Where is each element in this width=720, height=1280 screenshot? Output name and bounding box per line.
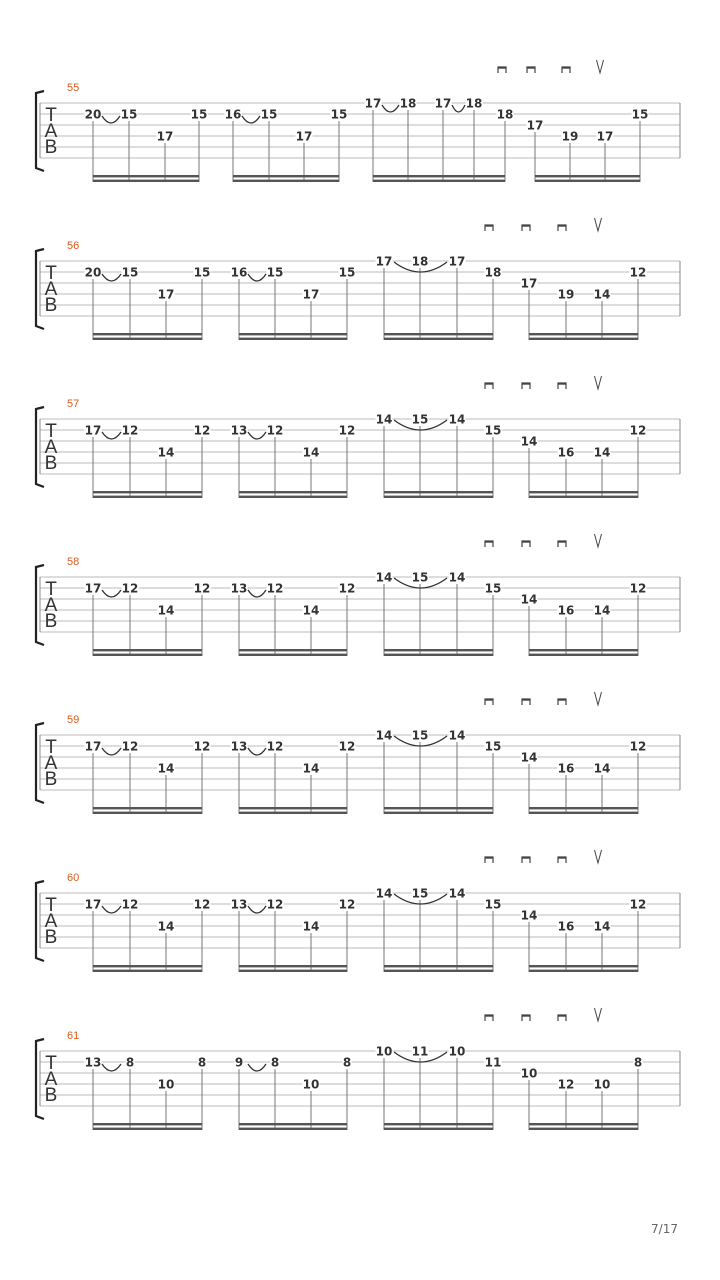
- fret-number: 12: [266, 423, 284, 438]
- fret-number: 10: [375, 1044, 393, 1059]
- slur: [248, 906, 266, 913]
- fret-number: 17: [157, 287, 175, 302]
- beam: [529, 654, 638, 656]
- fret-number: 15: [330, 107, 348, 122]
- beam: [239, 1128, 347, 1130]
- downstroke-icon-bar: [485, 1015, 493, 1017]
- fret-number: 15: [411, 412, 429, 427]
- beam: [384, 1128, 493, 1130]
- beam: [384, 333, 493, 335]
- measure-number: 55: [67, 82, 80, 94]
- fret-number: 14: [520, 750, 538, 765]
- fret-number: 14: [375, 570, 393, 585]
- downstroke-icon-bar: [498, 67, 506, 69]
- beam: [529, 1123, 638, 1125]
- fret-number: 12: [121, 739, 139, 754]
- downstroke-icon-bar: [485, 541, 493, 543]
- beam: [239, 338, 347, 340]
- page-number: 7/17: [651, 1222, 678, 1236]
- beam: [373, 180, 505, 182]
- beam: [93, 338, 202, 340]
- tab-clef-letter: B: [44, 1085, 58, 1106]
- fret-number: 8: [633, 1055, 643, 1070]
- fret-number: 15: [266, 265, 284, 280]
- beam: [529, 491, 638, 493]
- fret-number: 14: [520, 434, 538, 449]
- downstroke-icon-bar: [522, 699, 530, 701]
- slur: [382, 105, 399, 112]
- tab-clef-letter: A: [44, 121, 58, 142]
- fret-number: 14: [157, 761, 175, 776]
- fret-number: 14: [448, 886, 466, 901]
- system-58: [36, 534, 680, 656]
- beam: [239, 491, 347, 493]
- beam: [529, 338, 638, 340]
- measure-number: 60: [67, 872, 80, 884]
- upstroke-icon: [595, 376, 602, 389]
- slur: [248, 1064, 266, 1071]
- fret-number: 14: [593, 919, 611, 934]
- beam: [93, 496, 202, 498]
- beam: [93, 491, 202, 493]
- fret-number: 18: [399, 96, 417, 111]
- slur: [248, 590, 266, 597]
- fret-number: 16: [224, 107, 242, 122]
- fret-number: 12: [629, 423, 647, 438]
- downstroke-icon-bar: [558, 699, 566, 701]
- downstroke-icon-bar: [522, 383, 530, 385]
- beam: [384, 496, 493, 498]
- fret-number: 19: [561, 129, 579, 144]
- fret-number: 15: [120, 107, 138, 122]
- slur: [102, 432, 121, 439]
- fret-number: 12: [193, 739, 211, 754]
- downstroke-icon-bar: [485, 699, 493, 701]
- fret-number: 15: [484, 897, 502, 912]
- upstroke-icon: [595, 218, 602, 231]
- tab-clef-letter: T: [45, 421, 57, 442]
- beam: [384, 965, 493, 967]
- upstroke-icon: [595, 850, 602, 863]
- fret-number: 17: [448, 254, 466, 269]
- beam: [529, 807, 638, 809]
- downstroke-icon-bar: [558, 225, 566, 227]
- slur: [102, 748, 121, 755]
- fret-number: 13: [230, 581, 248, 596]
- system-57: [36, 376, 680, 498]
- fret-number: 14: [448, 570, 466, 585]
- fret-number: 10: [448, 1044, 466, 1059]
- fret-number: 14: [448, 412, 466, 427]
- beam: [529, 970, 638, 972]
- beam: [93, 180, 199, 182]
- tab-clef-letter: A: [44, 911, 58, 932]
- beam: [239, 807, 347, 809]
- beam: [93, 654, 202, 656]
- beam: [384, 807, 493, 809]
- fret-number: 14: [302, 919, 320, 934]
- tab-clef-letter: T: [45, 579, 57, 600]
- fret-number: 20: [84, 265, 102, 280]
- measure-number: 59: [67, 714, 80, 726]
- system-59: [36, 692, 680, 814]
- measure-number: 58: [67, 556, 80, 568]
- slur: [102, 274, 121, 281]
- fret-number: 12: [557, 1077, 575, 1092]
- fret-number: 12: [193, 423, 211, 438]
- downstroke-icon-bar: [522, 225, 530, 227]
- fret-number: 12: [121, 423, 139, 438]
- fret-number: 16: [557, 603, 575, 618]
- beam: [93, 1123, 202, 1125]
- upstroke-icon: [597, 60, 604, 73]
- fret-number: 8: [197, 1055, 207, 1070]
- downstroke-icon-bar: [522, 1015, 530, 1017]
- beam: [239, 654, 347, 656]
- measure-number: 57: [67, 398, 80, 410]
- fret-number: 15: [411, 886, 429, 901]
- fret-number: 12: [193, 897, 211, 912]
- beam: [529, 333, 638, 335]
- fret-number: 15: [121, 265, 139, 280]
- fret-number: 19: [557, 287, 575, 302]
- fret-number: 13: [230, 739, 248, 754]
- beam: [384, 491, 493, 493]
- fret-number: 14: [593, 761, 611, 776]
- fret-number: 14: [375, 886, 393, 901]
- beam: [93, 333, 202, 335]
- slur: [102, 116, 120, 123]
- beam: [384, 649, 493, 651]
- fret-number: 12: [338, 581, 356, 596]
- downstroke-icon-bar: [485, 383, 493, 385]
- fret-number: 14: [302, 761, 320, 776]
- beam: [384, 812, 493, 814]
- fret-number: 15: [193, 265, 211, 280]
- fret-number: 11: [484, 1055, 502, 1070]
- beam: [233, 180, 339, 182]
- fret-number: 14: [157, 603, 175, 618]
- beam: [529, 812, 638, 814]
- slur: [102, 906, 121, 913]
- beam: [239, 496, 347, 498]
- fret-number: 12: [629, 265, 647, 280]
- system-56: [36, 218, 680, 340]
- downstroke-icon-bar: [522, 541, 530, 543]
- fret-number: 17: [84, 423, 102, 438]
- downstroke-icon-bar: [558, 857, 566, 859]
- fret-number: 15: [411, 728, 429, 743]
- fret-number: 14: [593, 287, 611, 302]
- fret-number: 17: [84, 581, 102, 596]
- beam: [93, 807, 202, 809]
- fret-number: 17: [526, 118, 544, 133]
- downstroke-icon-bar: [558, 1015, 566, 1017]
- fret-number: 14: [593, 445, 611, 460]
- fret-number: 18: [411, 254, 429, 269]
- downstroke-icon-bar: [562, 67, 570, 69]
- tab-clef-letter: B: [44, 611, 58, 632]
- fret-number: 14: [520, 592, 538, 607]
- beam: [384, 1123, 493, 1125]
- tab-clef-letter: A: [44, 437, 58, 458]
- fret-number: 14: [520, 908, 538, 923]
- system-60: [36, 850, 680, 972]
- fret-number: 15: [484, 581, 502, 596]
- tab-clef-letter: A: [44, 595, 58, 616]
- fret-number: 14: [448, 728, 466, 743]
- fret-number: 15: [190, 107, 208, 122]
- fret-number: 18: [465, 96, 483, 111]
- downstroke-icon-bar: [527, 67, 535, 69]
- fret-number: 18: [484, 265, 502, 280]
- fret-number: 8: [270, 1055, 280, 1070]
- fret-number: 15: [631, 107, 649, 122]
- fret-number: 15: [484, 739, 502, 754]
- tab-clef-letter: T: [45, 895, 57, 916]
- beam: [384, 654, 493, 656]
- downstroke-icon-bar: [558, 383, 566, 385]
- beam: [239, 965, 347, 967]
- fret-number: 14: [302, 603, 320, 618]
- beam: [93, 812, 202, 814]
- slur: [102, 590, 121, 597]
- beam: [529, 1128, 638, 1130]
- fret-number: 12: [193, 581, 211, 596]
- fret-number: 14: [157, 445, 175, 460]
- beam: [93, 970, 202, 972]
- fret-number: 15: [338, 265, 356, 280]
- beam: [93, 175, 199, 177]
- fret-number: 12: [629, 739, 647, 754]
- beam: [239, 649, 347, 651]
- slur: [248, 432, 266, 439]
- fret-number: 12: [266, 897, 284, 912]
- fret-number: 10: [593, 1077, 611, 1092]
- fret-number: 17: [434, 96, 452, 111]
- fret-number: 17: [364, 96, 382, 111]
- measure-number: 61: [67, 1030, 80, 1042]
- tab-clef-letter: T: [45, 105, 57, 126]
- slur: [452, 105, 465, 112]
- fret-number: 16: [230, 265, 248, 280]
- tab-clef-letter: B: [44, 137, 58, 158]
- fret-number: 13: [84, 1055, 102, 1070]
- downstroke-icon-bar: [558, 541, 566, 543]
- fret-number: 14: [157, 919, 175, 934]
- fret-number: 14: [375, 412, 393, 427]
- fret-number: 14: [375, 728, 393, 743]
- beam: [384, 338, 493, 340]
- fret-number: 18: [496, 107, 514, 122]
- fret-number: 11: [411, 1044, 429, 1059]
- fret-number: 16: [557, 761, 575, 776]
- beam: [239, 333, 347, 335]
- fret-number: 12: [629, 581, 647, 596]
- fret-number: 12: [266, 581, 284, 596]
- fret-number: 15: [260, 107, 278, 122]
- fret-number: 12: [121, 581, 139, 596]
- downstroke-icon-bar: [485, 225, 493, 227]
- upstroke-icon: [595, 534, 602, 547]
- beam: [93, 649, 202, 651]
- fret-number: 8: [125, 1055, 135, 1070]
- fret-number: 10: [302, 1077, 320, 1092]
- tab-clef-letter: T: [45, 263, 57, 284]
- fret-number: 12: [266, 739, 284, 754]
- fret-number: 17: [520, 276, 538, 291]
- system-55: [36, 60, 680, 182]
- fret-number: 12: [338, 423, 356, 438]
- fret-number: 17: [295, 129, 313, 144]
- tab-clef-letter: A: [44, 279, 58, 300]
- fret-number: 12: [629, 897, 647, 912]
- upstroke-icon: [595, 692, 602, 705]
- tab-clef-letter: A: [44, 753, 58, 774]
- fret-number: 17: [84, 897, 102, 912]
- fret-number: 12: [121, 897, 139, 912]
- fret-number: 10: [157, 1077, 175, 1092]
- fret-number: 20: [84, 107, 102, 122]
- upstroke-icon: [595, 1008, 602, 1021]
- fret-number: 17: [302, 287, 320, 302]
- tab-clef-letter: T: [45, 1053, 57, 1074]
- slur: [102, 1064, 121, 1071]
- fret-number: 16: [557, 445, 575, 460]
- fret-number: 10: [520, 1066, 538, 1081]
- fret-number: 17: [156, 129, 174, 144]
- fret-number: 17: [375, 254, 393, 269]
- downstroke-icon-bar: [522, 857, 530, 859]
- fret-number: 13: [230, 423, 248, 438]
- fret-number: 17: [84, 739, 102, 754]
- fret-number: 14: [593, 603, 611, 618]
- beam: [529, 965, 638, 967]
- fret-number: 12: [338, 897, 356, 912]
- fret-number: 13: [230, 897, 248, 912]
- fret-number: 16: [557, 919, 575, 934]
- beam: [93, 1128, 202, 1130]
- tab-clef-letter: T: [45, 737, 57, 758]
- tab-clef-letter: B: [44, 295, 58, 316]
- fret-number: 15: [411, 570, 429, 585]
- fret-number: 15: [484, 423, 502, 438]
- beam: [384, 970, 493, 972]
- tab-clef-letter: A: [44, 1069, 58, 1090]
- fret-number: 12: [338, 739, 356, 754]
- fret-number: 9: [234, 1055, 244, 1070]
- beam: [373, 175, 505, 177]
- beam: [239, 1123, 347, 1125]
- tab-clef-letter: B: [44, 927, 58, 948]
- fret-number: 8: [342, 1055, 352, 1070]
- beam: [535, 180, 640, 182]
- beam: [93, 965, 202, 967]
- fret-number: 17: [596, 129, 614, 144]
- slur: [248, 274, 266, 281]
- tab-clef-letter: B: [44, 769, 58, 790]
- beam: [529, 649, 638, 651]
- beam: [233, 175, 339, 177]
- downstroke-icon-bar: [485, 857, 493, 859]
- fret-number: 14: [302, 445, 320, 460]
- beam: [239, 970, 347, 972]
- beam: [535, 175, 640, 177]
- tab-clef-letter: B: [44, 453, 58, 474]
- slur: [248, 748, 266, 755]
- slur: [242, 116, 260, 123]
- system-61: [36, 1008, 680, 1130]
- beam: [529, 496, 638, 498]
- measure-number: 56: [67, 240, 80, 252]
- beam: [239, 812, 347, 814]
